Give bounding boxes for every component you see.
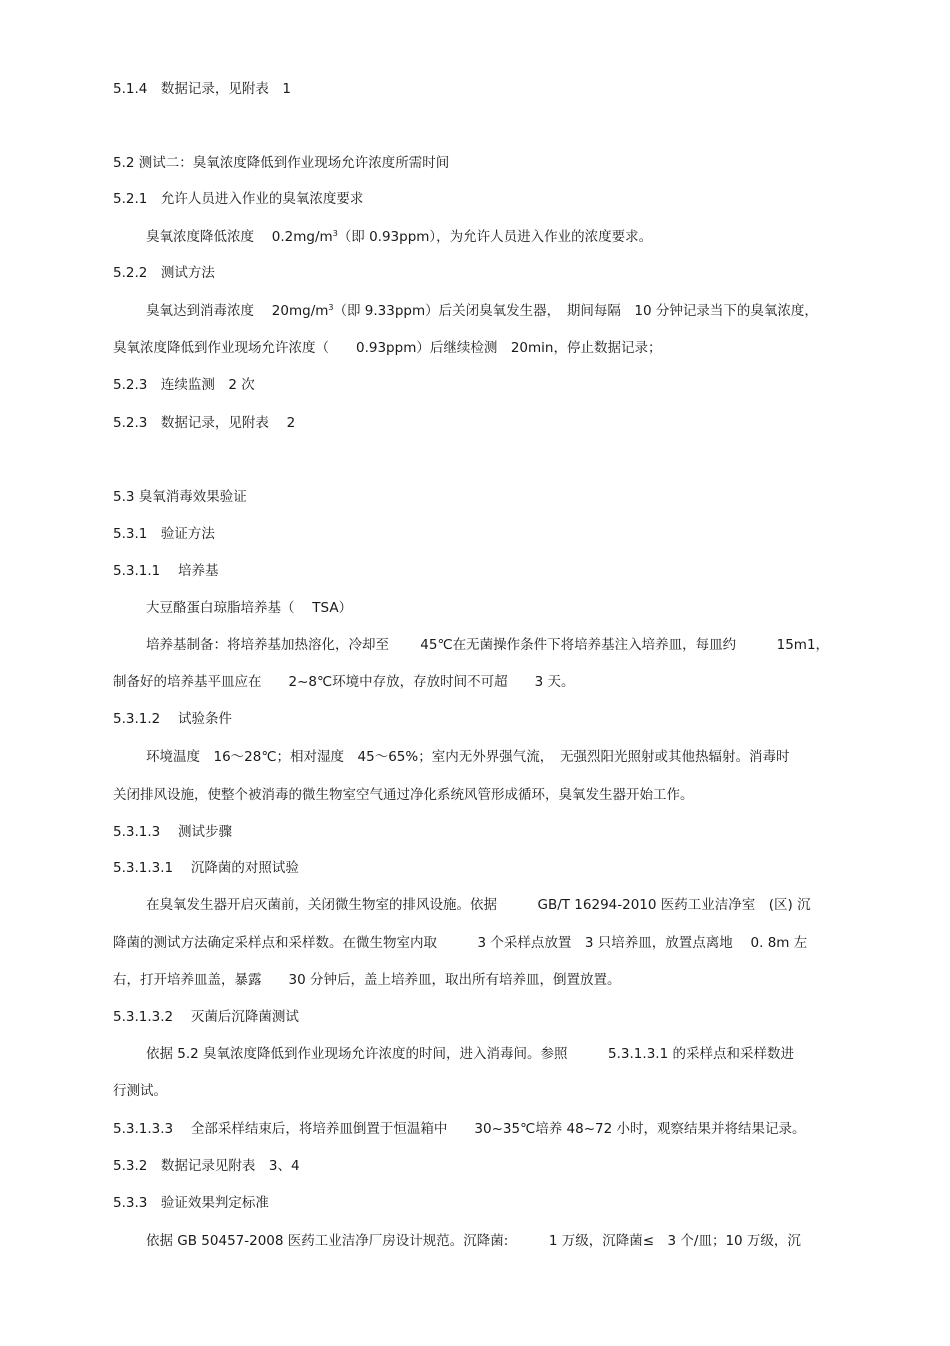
text-line: 依据 GB 50457-2008 医药工业洁净厂房设计规范。沉降菌: 1 万级，沉降菌≤ 3 个/皿；10 万级，沉 xyxy=(146,1233,801,1249)
text-line: 右，打开培养皿盖，暴露 30 分钟后，盖上培养皿，取出所有培养皿，倒置放置。 xyxy=(113,972,621,988)
text-line: 5.3.1.1 培养基 xyxy=(113,563,219,579)
text-line: 依据 5.2 臭氧浓度降低到作业现场允许浓度的时间，进入消毒间。参照 5.3.1.3.1 的采样点和采样数进 xyxy=(146,1046,794,1062)
text-line: 5.3.1.2 试验条件 xyxy=(113,711,233,727)
text-line: 5.2.3 连续监测 2 次 xyxy=(113,377,255,393)
section-heading: 5.3 臭氧消毒效果验证 xyxy=(113,489,247,505)
text-line: 5.3.3 验证效果判定标准 xyxy=(113,1195,269,1211)
text-line: 5.2.3 数据记录，见附表 2 xyxy=(113,415,296,431)
text-line: 5.3.1.3.2 灭菌后沉降菌测试 xyxy=(113,1009,299,1025)
text-line: 5.1.4 数据记录，见附表 1 xyxy=(113,81,291,97)
text-line: 臭氧浓度降低到作业现场允许浓度（ 0.93ppm）后继续检测 20min，停止数据记录； xyxy=(113,340,662,356)
text-line: 5.3.1.3.1 沉降菌的对照试验 xyxy=(113,860,299,876)
text-line: 培养基制备：将培养基加热溶化，冷却至 45℃在无菌操作条件下将培养基注入培养皿，每皿约 15m1， xyxy=(146,637,830,653)
text-line: 臭氧浓度降低浓度 $0.2mg/m^3$（即 0.93ppm），为允许人员进入作业的浓度要求。 xyxy=(146,229,653,245)
text-line: 降菌的测试方法确定采样点和采样数。在微生物室内取 3 个采样点放置 3 只培养皿，放置点离地 0. 8m 左 xyxy=(113,935,808,951)
text-line: 在臭氧发生器开启灭菌前，关闭微生物室的排风设施。依据 GB/T 16294-2010 医药工业洁净室 (区) 沉 xyxy=(146,897,811,913)
text-line: 5.3.1 验证方法 xyxy=(113,526,215,542)
text-line: 臭氧达到消毒浓度 $20mg/m^3$（即 9.33ppm）后关闭臭氧发生器， 期间每隔 10 分钟记录当下的臭氧浓度， xyxy=(146,303,818,319)
section-heading: 5.2 测试二：臭氧浓度降低到作业现场允许浓度所需时间 xyxy=(113,155,450,171)
text-line: 5.3.2 数据记录见附表 3、4 xyxy=(113,1158,300,1174)
text-line: 5.3.1.3 测试步骤 xyxy=(113,824,233,840)
text-line: 制备好的培养基平皿应在 2~8℃环境中存放，存放时间不可超 3 天。 xyxy=(113,674,575,690)
text-line: 5.3.1.3.3 全部采样结束后，将培养皿倒置于恒温箱中 30~35℃培养 48~72 小时，观察结果并将结果记录。 xyxy=(113,1121,806,1137)
text-line: 大豆酪蛋白琼脂培养基（ TSA） xyxy=(146,600,353,616)
text-line: 行测试。 xyxy=(113,1083,167,1099)
text-line: 5.2.2 测试方法 xyxy=(113,265,215,281)
text-line: 5.2.1 允许人员进入作业的臭氧浓度要求 xyxy=(113,191,364,207)
text-line: 关闭排风设施，使整个被消毒的微生物室空气通过净化系统风管形成循环，臭氧发生器开始工作。 xyxy=(113,787,694,803)
text-line: 环境温度 16～28℃；相对湿度 45～65%；室内无外界强气流， 无强烈阳光照射或其他热辐射。消毒时 xyxy=(146,749,790,765)
